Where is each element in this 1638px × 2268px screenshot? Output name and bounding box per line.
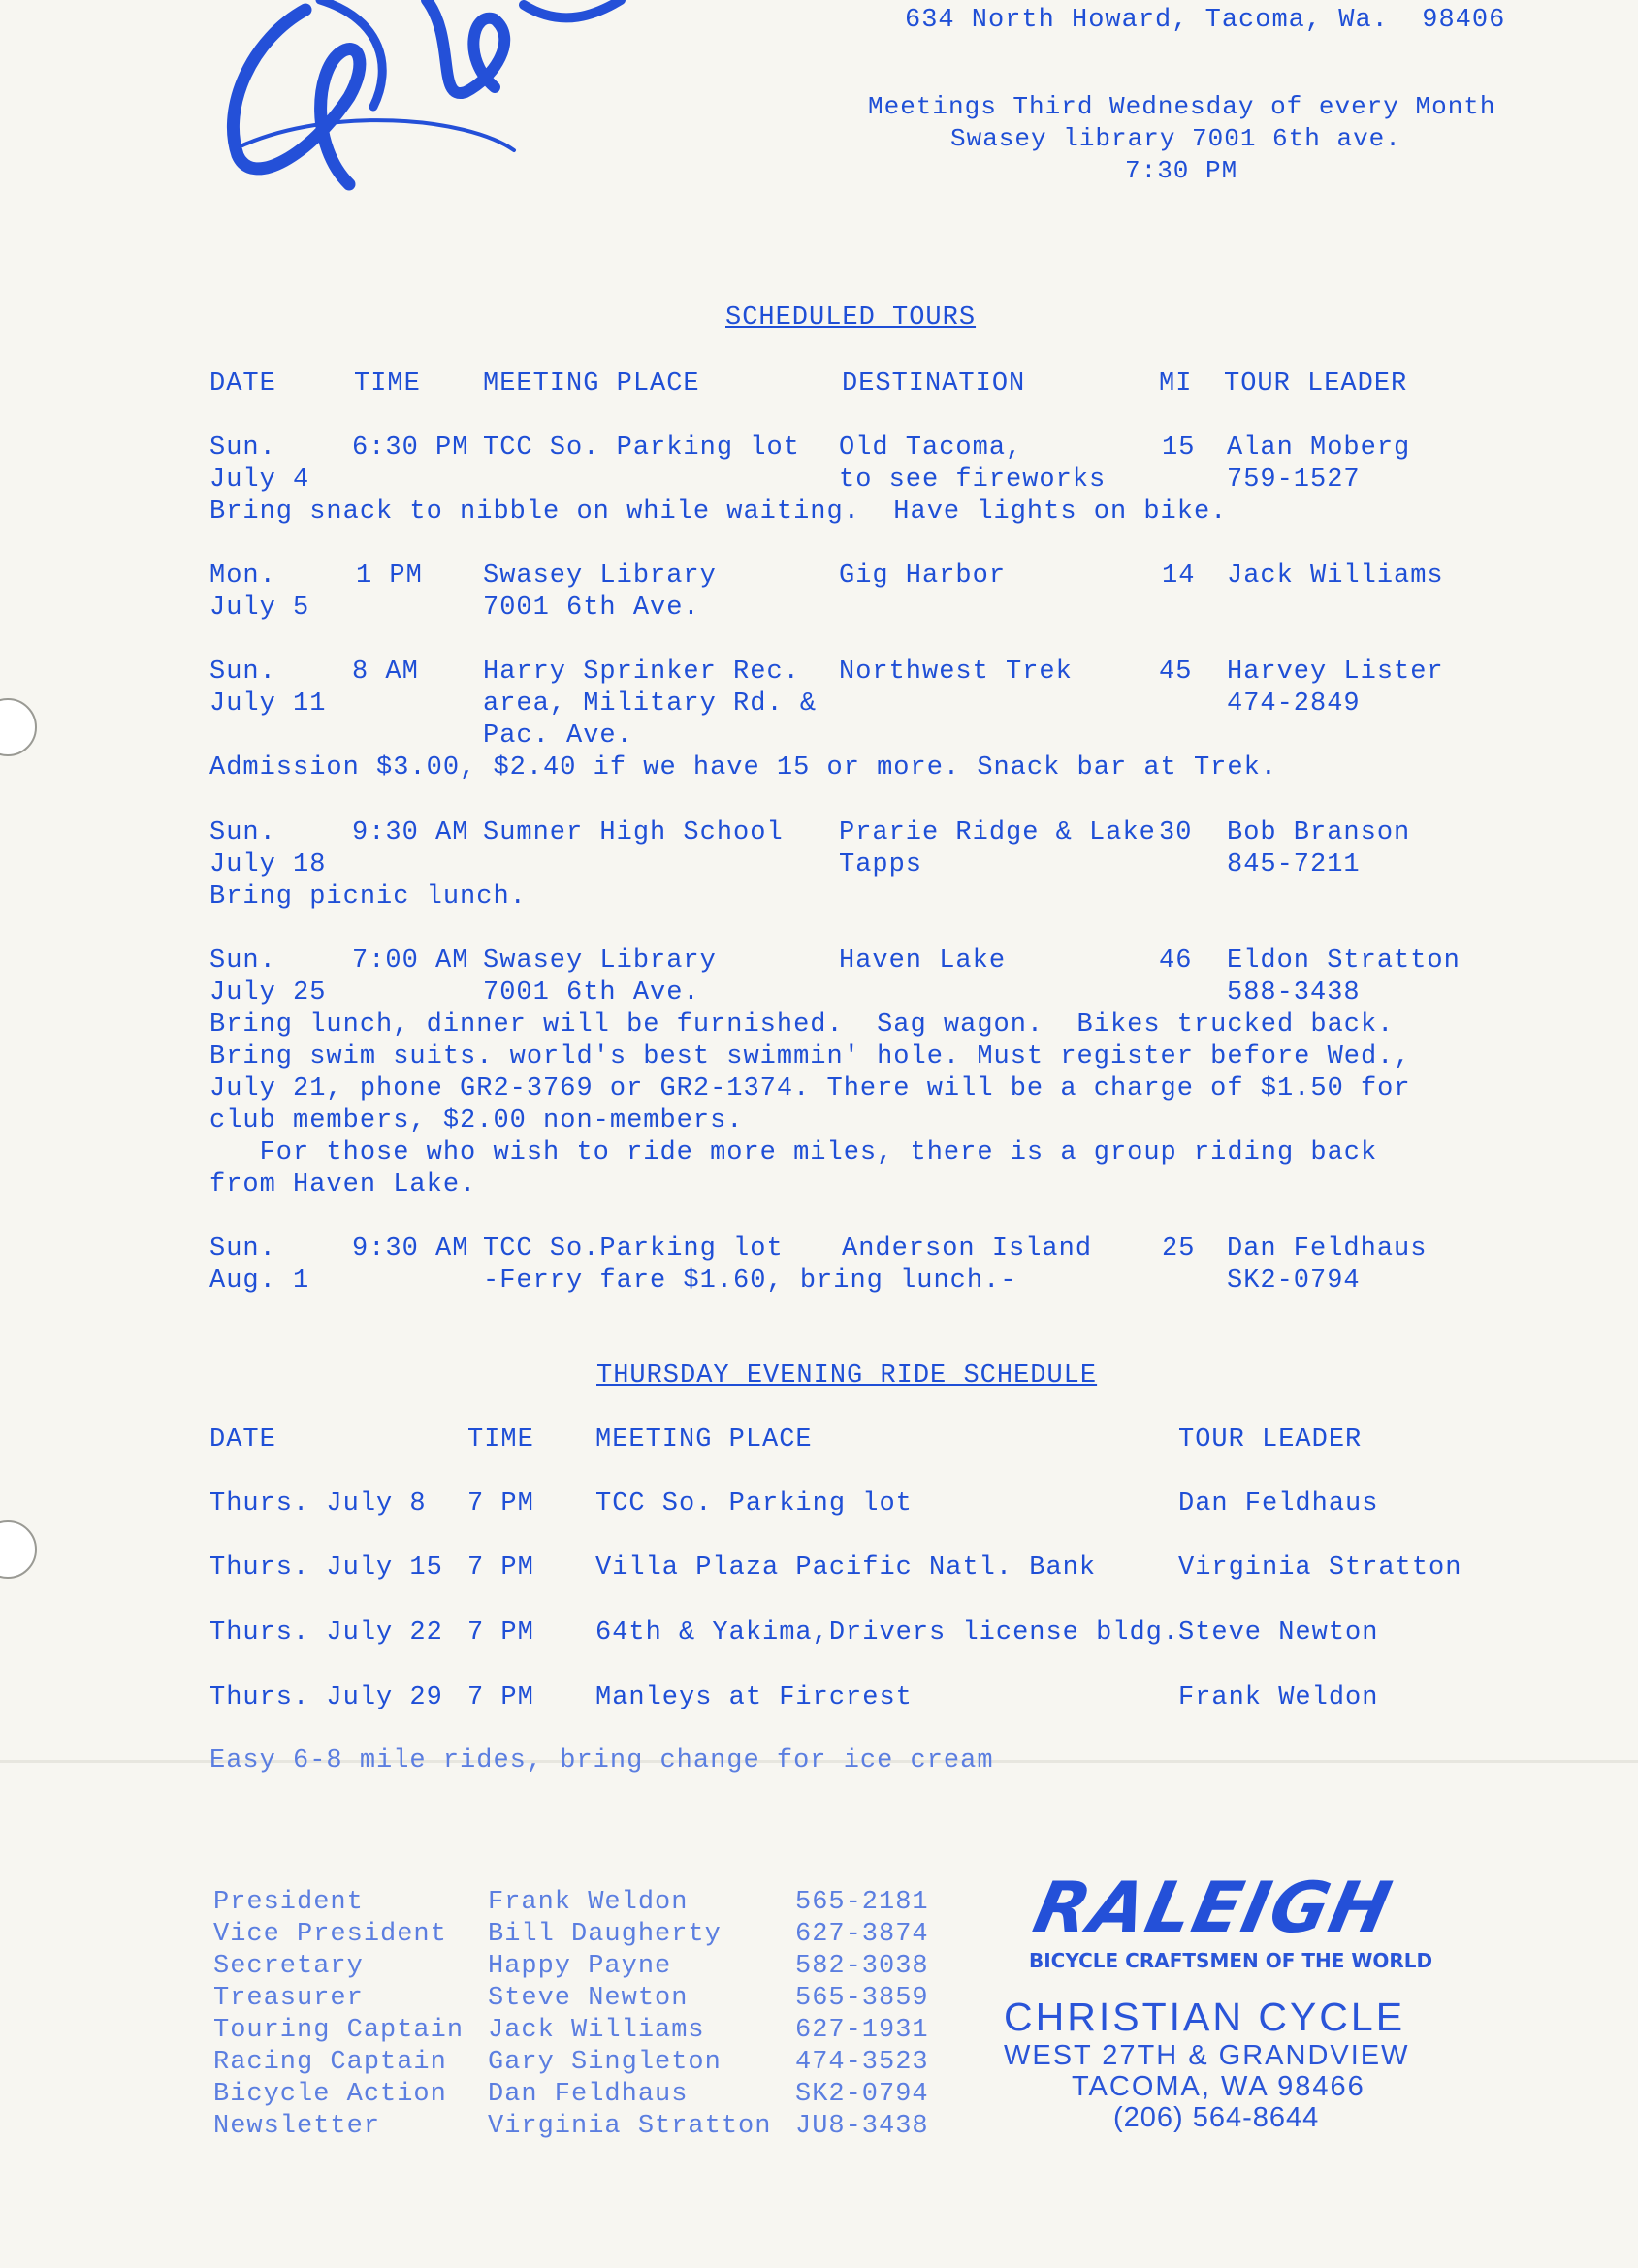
store-name: CHRISTIAN CYCLE	[1004, 1995, 1406, 2039]
ride-date: Thurs. July 22	[209, 1618, 443, 1647]
tour-note: Bring lunch, dinner will be furnished. Sag wagon. Bikes trucked back.	[209, 1010, 1395, 1039]
officer-name: Happy Payne	[488, 1952, 672, 1981]
tour-leader-phone: 474-2849	[1227, 689, 1361, 719]
tour-leader-phone: 588-3438	[1227, 978, 1361, 1007]
tour-leader: Harvey Lister	[1227, 657, 1444, 687]
ride-place: 64th & Yakima,Drivers license bldg.	[595, 1618, 1180, 1647]
meetings-line: Meetings Third Wednesday of every Month	[868, 92, 1496, 121]
tour-miles: 45	[1159, 657, 1193, 687]
officer-phone: 565-3859	[795, 1984, 929, 2013]
col-date: DATE	[209, 369, 276, 399]
tour-place: Swasey Library	[483, 561, 717, 591]
tour-note: Bring swim suits. world's best swimmin' hole. Must register before Wed.,	[209, 1042, 1411, 1071]
tour-leader: Bob Branson	[1227, 818, 1411, 847]
officer-role: Newsletter	[213, 2112, 381, 2141]
ride-date: Thurs. July 29	[209, 1683, 443, 1712]
tour-note: club members, $2.00 non-members.	[209, 1106, 744, 1135]
tour-destination: Old Tacoma,	[839, 433, 1023, 463]
tour-destination: Prarie Ridge & Lake	[839, 818, 1156, 847]
officer-role: Touring Captain	[213, 2016, 465, 2045]
tour-time: 8 AM	[352, 657, 419, 687]
thursday-schedule-title: THURSDAY EVENING RIDE SCHEDULE	[596, 1361, 1098, 1390]
tour-miles: 30	[1159, 818, 1193, 847]
ride-date: Thurs. July 15	[209, 1553, 443, 1582]
meeting-time: 7:30 PM	[1125, 156, 1238, 185]
tour-place: Sumner High School	[483, 818, 784, 847]
ride-time: 7 PM	[467, 1618, 534, 1647]
col-tour-leader: TOUR LEADER	[1224, 369, 1408, 399]
tour-place: TCC So. Parking lot	[483, 433, 800, 463]
tour-date: July 4	[209, 465, 310, 495]
tour-day: Mon.	[209, 561, 276, 591]
tour-place: TCC So.Parking lot	[483, 1234, 784, 1263]
tour-destination: Gig Harbor	[839, 561, 1007, 591]
ride-leader: Dan Feldhaus	[1178, 1489, 1379, 1518]
ride-time: 7 PM	[467, 1489, 534, 1518]
ride-leader: Steve Newton	[1178, 1618, 1379, 1647]
tour-note: Admission $3.00, $2.40 if we have 15 or more. Snack bar at Trek.	[209, 753, 1277, 783]
club-logo	[213, 0, 669, 194]
officer-role: Treasurer	[213, 1984, 364, 2013]
officer-phone: 627-1931	[795, 2016, 929, 2045]
tour-date: Aug. 1	[209, 1266, 310, 1295]
tour-destination: Northwest Trek	[839, 657, 1073, 687]
meeting-location: Swasey library 7001 6th ave.	[950, 124, 1401, 153]
col-meeting-place: MEETING PLACE	[483, 369, 700, 399]
tour-time: 9:30 AM	[352, 818, 469, 847]
tour-miles: 14	[1162, 561, 1196, 591]
col-date: DATE	[209, 1425, 276, 1454]
tour-day: Sun.	[209, 657, 276, 687]
officer-name: Frank Weldon	[488, 1888, 689, 1917]
officer-phone: 565-2181	[795, 1888, 929, 1917]
officer-phone: SK2-0794	[795, 2080, 929, 2109]
ride-leader: Virginia Stratton	[1178, 1553, 1462, 1582]
tour-date: July 5	[209, 593, 310, 623]
tour-day: Sun.	[209, 818, 276, 847]
tour-leader: Alan Moberg	[1227, 433, 1411, 463]
tour-leader-phone: 845-7211	[1227, 850, 1361, 879]
tour-destination: Anderson Island	[842, 1234, 1093, 1263]
tour-miles: 46	[1159, 946, 1193, 975]
officer-name: Steve Newton	[488, 1984, 689, 2013]
officer-name: Gary Singleton	[488, 2048, 722, 2077]
tour-miles: 25	[1162, 1234, 1196, 1263]
store-city: TACOMA, WA 98466	[1072, 2071, 1365, 2102]
tour-place: 7001 6th Ave.	[483, 978, 700, 1007]
tour-place: Swasey Library	[483, 946, 717, 975]
tour-date: July 25	[209, 978, 327, 1007]
raleigh-logo: RALEIGH	[1027, 1867, 1400, 1948]
tour-leader-phone: 759-1527	[1227, 465, 1361, 495]
tour-time: 7:00 AM	[352, 946, 469, 975]
officer-phone: 627-3874	[795, 1920, 929, 1949]
raleigh-tagline: BICYCLE CRAFTSMEN OF THE WORLD	[1029, 1949, 1433, 1972]
scheduled-tours-title: SCHEDULED TOURS	[725, 303, 977, 333]
tour-note: July 21, phone GR2-3769 or GR2-1374. There will be a charge of $1.50 for	[209, 1074, 1411, 1103]
ride-place: Villa Plaza Pacific Natl. Bank	[595, 1553, 1097, 1582]
officer-name: Bill Daugherty	[488, 1920, 722, 1949]
tour-destination: to see fireworks	[839, 465, 1107, 495]
tour-place: Harry Sprinker Rec.	[483, 657, 800, 687]
col-destination: DESTINATION	[842, 369, 1026, 399]
officer-name: Dan Feldhaus	[488, 2080, 689, 2109]
col-time: TIME	[467, 1425, 534, 1454]
tour-place: 7001 6th Ave.	[483, 593, 700, 623]
tour-day: Sun.	[209, 433, 276, 463]
tour-time: 9:30 AM	[352, 1234, 469, 1263]
ride-place: Manleys at Fircrest	[595, 1683, 913, 1712]
tour-leader: Dan Feldhaus	[1227, 1234, 1428, 1263]
tour-day: Sun.	[209, 946, 276, 975]
officer-role: Bicycle Action	[213, 2080, 447, 2109]
ride-time: 7 PM	[467, 1683, 534, 1712]
tour-note: Bring picnic lunch.	[209, 882, 527, 911]
col-meeting-place: MEETING PLACE	[595, 1425, 813, 1454]
col-tour-leader: TOUR LEADER	[1178, 1425, 1363, 1454]
store-street: WEST 27TH & GRANDVIEW	[1004, 2040, 1410, 2071]
tour-leader: Jack Williams	[1227, 561, 1444, 591]
officer-role: Secretary	[213, 1952, 364, 1981]
punch-hole	[0, 698, 37, 756]
officer-name: Virginia Stratton	[488, 2112, 772, 2141]
col-time: TIME	[354, 369, 421, 399]
ride-time: 7 PM	[467, 1553, 534, 1582]
tour-place: -Ferry fare $1.60, bring lunch.-	[483, 1266, 1017, 1295]
tour-date: July 11	[209, 689, 327, 719]
officer-phone: 474-3523	[795, 2048, 929, 2077]
tour-day: Sun.	[209, 1234, 276, 1263]
tour-time: 1 PM	[356, 561, 423, 591]
officer-name: Jack Williams	[488, 2016, 705, 2045]
tour-time: 6:30 PM	[352, 433, 469, 463]
officer-role: President	[213, 1888, 364, 1917]
tour-destination: Haven Lake	[839, 946, 1007, 975]
tour-note: from Haven Lake.	[209, 1170, 477, 1199]
club-address: 634 North Howard, Tacoma, Wa. 98406	[905, 6, 1506, 35]
tour-place: Pac. Ave.	[483, 721, 633, 751]
officer-role: Vice President	[213, 1920, 447, 1949]
ride-leader: Frank Weldon	[1178, 1683, 1379, 1712]
store-phone: (206) 564-8644	[1113, 2102, 1320, 2133]
tour-leader-phone: SK2-0794	[1227, 1266, 1361, 1295]
officer-role: Racing Captain	[213, 2048, 447, 2077]
punch-hole	[0, 1520, 37, 1579]
tour-note: For those who wish to ride more miles, there is a group riding back	[209, 1138, 1378, 1167]
tour-leader: Eldon Stratton	[1227, 946, 1461, 975]
officer-phone: 582-3038	[795, 1952, 929, 1981]
ride-date: Thurs. July 8	[209, 1489, 427, 1518]
ride-place: TCC So. Parking lot	[595, 1489, 913, 1518]
officer-phone: JU8-3438	[795, 2112, 929, 2141]
tour-note: Bring snack to nibble on while waiting. Have lights on bike.	[209, 497, 1228, 527]
col-mi: MI	[1159, 369, 1193, 399]
tour-destination: Tapps	[839, 850, 923, 879]
tour-date: July 18	[209, 850, 327, 879]
tour-place: area, Military Rd. &	[483, 689, 818, 719]
thursday-note: Easy 6-8 mile rides, bring change for ice cream	[209, 1746, 994, 1775]
tour-miles: 15	[1162, 433, 1196, 463]
